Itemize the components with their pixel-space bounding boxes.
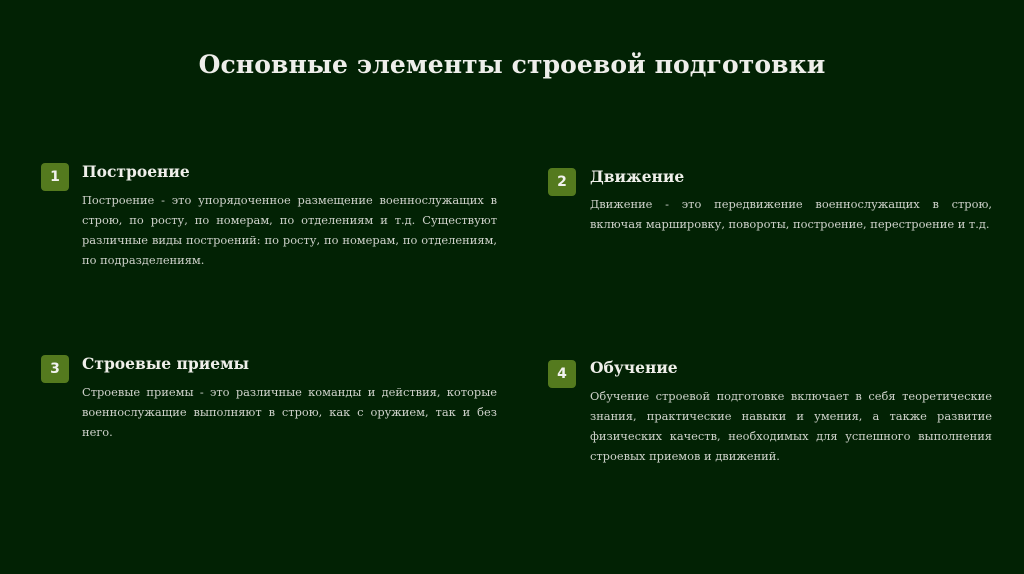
number-badge-4: 4 — [548, 360, 576, 388]
item-text-3: Строевые приемы - это различные команды и действия, которые военнослужащие выполняют в строю, как с оружием, так и без него. — [82, 385, 497, 439]
number-badge-3: 3 — [41, 355, 69, 383]
item-text-2: Движение - это передвижение военнослужащих в строю, включая маршировку, повороты, построение, перестроение и т.д. — [590, 197, 992, 231]
number-badge-1: 1 — [41, 163, 69, 191]
item-text-4: Обучение строевой подготовке включает в себя теоретические знания, практические навыки и умения, а также развитие физических качеств, необходимых для успешного выполнения строевых приемов и движений. — [590, 389, 992, 463]
number-badge-2: 2 — [548, 168, 576, 196]
slide-title: Основные элементы строевой подготовки — [198, 50, 826, 79]
item-heading-1: Построение — [82, 162, 190, 181]
item-heading-3: Строевые приемы — [82, 354, 250, 373]
item-heading-2: Движение — [590, 167, 685, 186]
item-heading-4: Обучение — [590, 358, 678, 377]
item-text-1: Построение - это упорядоченное размещение военнослужащих в строю, по росту, по номерам, по отделениям и т.д. Существуют различные виды построений: по росту, по номерам, по отделениям, по подразделениям. — [82, 193, 497, 267]
